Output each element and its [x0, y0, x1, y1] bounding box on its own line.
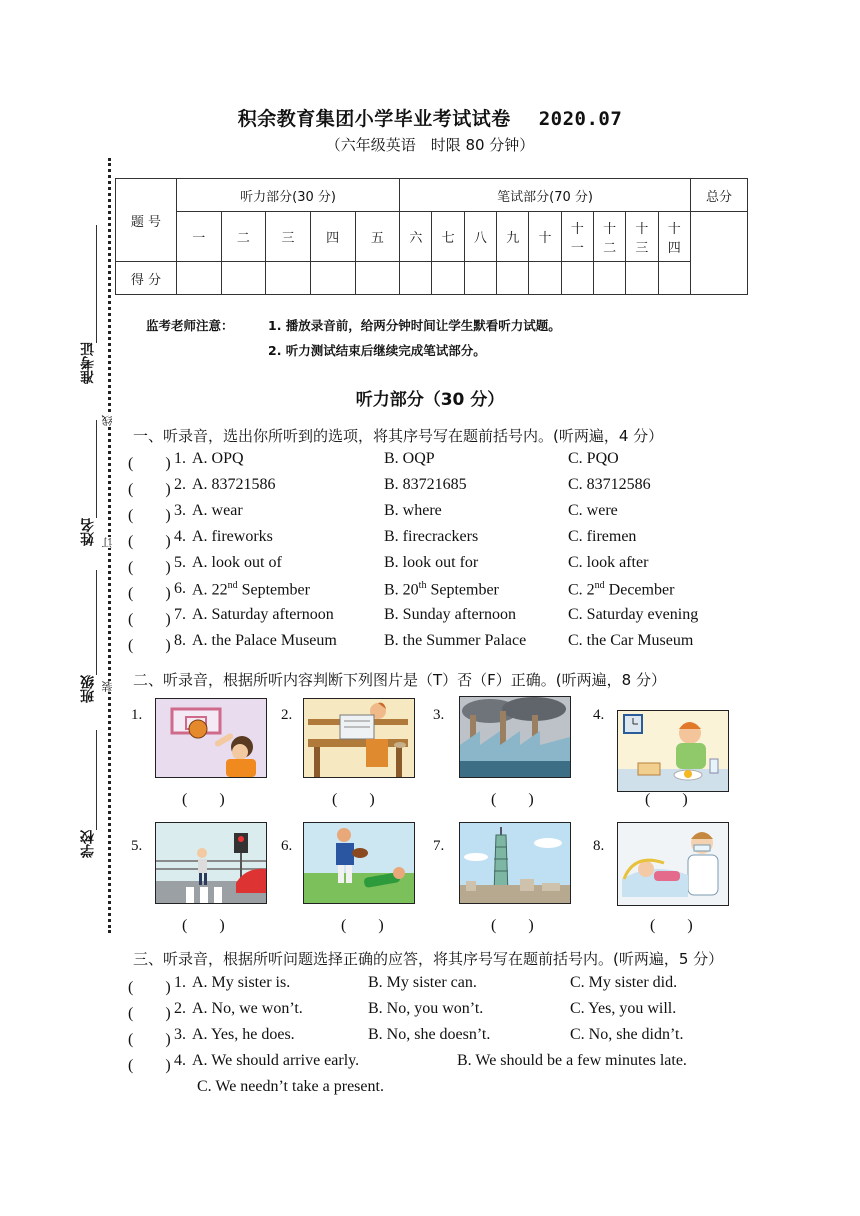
option-a: A. fireworks: [192, 528, 273, 545]
col-6: 六: [400, 212, 432, 262]
tower-city-picture: [459, 822, 571, 904]
option-c: C. were: [568, 502, 618, 519]
doctor-patient-picture: [617, 822, 729, 906]
score-cell[interactable]: [177, 262, 222, 295]
question-number: 2.: [174, 1000, 186, 1017]
score-cell[interactable]: [355, 262, 400, 295]
col-12-top: 十: [603, 221, 617, 237]
option-b: B. 20th September: [384, 580, 499, 599]
school-underline: [96, 730, 97, 830]
score-cell[interactable]: [626, 262, 658, 295]
exam-title-text: 积余教育集团小学毕业考试试卷: [237, 108, 511, 130]
option-c: C. Saturday evening: [568, 606, 699, 623]
ordinal-number: 20: [402, 581, 419, 599]
answer-bracket[interactable]: ( ): [128, 507, 171, 524]
col-3: 三: [266, 212, 311, 262]
option-b: B. No, she doesn’t.: [368, 1026, 491, 1043]
score-cell[interactable]: [529, 262, 561, 295]
score-cell[interactable]: [593, 262, 625, 295]
answer-bracket[interactable]: ( ): [128, 585, 171, 602]
question-number: 8.: [174, 632, 186, 649]
answer-bracket[interactable]: ( ): [182, 917, 225, 934]
row-label-score: 得 分: [116, 262, 177, 295]
option-c: C. firemen: [568, 528, 637, 545]
picture-label: 8.: [593, 838, 605, 854]
col-13-top: 十: [635, 221, 649, 237]
row-label-number: 题 号: [116, 179, 177, 262]
answer-bracket[interactable]: ( ): [128, 1057, 171, 1074]
reading-newspaper-picture: [303, 698, 415, 778]
answer-bracket[interactable]: ( ): [491, 791, 534, 808]
answer-bracket[interactable]: ( ): [128, 1031, 171, 1048]
ordinal-month: September: [426, 581, 499, 599]
ordinal-number: 22: [211, 581, 228, 599]
score-cell[interactable]: [497, 262, 529, 295]
picture-label: 1.: [131, 707, 143, 723]
score-cell[interactable]: [400, 262, 432, 295]
part2-heading: 二、听录音，根据所听内容判断下列图片是（T）否（F）正确。(听两遍，8 分）: [133, 671, 666, 689]
col-14-top: 十: [667, 221, 681, 237]
col-11-bottom: 一: [570, 240, 584, 256]
option-c: C. the Car Museum: [568, 632, 694, 649]
answer-bracket[interactable]: ( ): [182, 791, 225, 808]
crossing-road-picture: [155, 822, 267, 904]
score-cell[interactable]: [221, 262, 266, 295]
col-1: 一: [177, 212, 222, 262]
total-header: 总分: [691, 179, 748, 212]
exam-date: 2020.07: [538, 108, 623, 130]
class-underline: [96, 570, 97, 675]
picture-label: 4.: [593, 707, 605, 723]
answer-bracket[interactable]: ( ): [128, 455, 171, 472]
col-8: 八: [464, 212, 496, 262]
basketball-picture: [155, 698, 267, 778]
ordinal-suffix: nd: [227, 580, 238, 591]
answer-bracket[interactable]: ( ): [341, 917, 384, 934]
total-score-cell[interactable]: [691, 212, 748, 295]
option-a: A. My sister is.: [192, 974, 291, 991]
option-a: A. the Palace Museum: [192, 632, 337, 649]
score-cell[interactable]: [310, 262, 355, 295]
option-c: C. PQO: [568, 450, 619, 467]
school-label: 学校: [80, 830, 96, 858]
listening-section-title: 听力部分（30 分）: [355, 390, 505, 410]
question-number: 3.: [174, 502, 186, 519]
col-11: [561, 212, 593, 262]
option-b: B. 83721685: [384, 476, 467, 493]
admission-label: 准考证: [80, 342, 96, 384]
class-label: 班级: [80, 675, 96, 703]
name-underline: [96, 420, 97, 518]
factory-smoke-picture: [459, 696, 571, 778]
col-11-top: 十: [570, 221, 584, 237]
option-a: A. No, we won’t.: [192, 1000, 303, 1017]
answer-bracket[interactable]: ( ): [332, 791, 375, 808]
seal-mark-pack: 装: [101, 681, 114, 692]
ordinal-month: September: [237, 581, 310, 599]
breakfast-picture: [617, 710, 729, 792]
score-table: [115, 178, 748, 295]
score-cell[interactable]: [464, 262, 496, 295]
option-a: A. wear: [192, 502, 243, 519]
col-13: [626, 212, 658, 262]
answer-bracket[interactable]: ( ): [128, 533, 171, 550]
listening-header: 听力部分(30 分): [177, 179, 400, 212]
col-4: 四: [310, 212, 355, 262]
option-b: B. We should be a few minutes late.: [457, 1052, 687, 1069]
option-a: A. We should arrive early.: [192, 1052, 360, 1069]
exam-title: [0, 104, 860, 131]
picture-label: 2.: [281, 707, 293, 723]
col-14: [658, 212, 690, 262]
question-number: 1.: [174, 974, 186, 991]
question-number: 5.: [174, 554, 186, 571]
option-a: A. look out of: [192, 554, 282, 571]
part1-heading: 一、听录音，选出你所听到的选项，将其序号写在题前括号内。(听两遍，4 分）: [133, 427, 664, 445]
answer-bracket[interactable]: ( ): [128, 979, 171, 996]
picture-label: 6.: [281, 838, 293, 854]
option-c: C. No, she didn’t.: [570, 1026, 684, 1043]
ordinal-number: 2: [586, 581, 595, 599]
answer-bracket[interactable]: ( ): [128, 559, 171, 576]
question-number: 2.: [174, 476, 186, 493]
option-a: A. 83721586: [192, 476, 276, 493]
score-cell[interactable]: [432, 262, 464, 295]
col-13-bottom: 三: [635, 240, 649, 256]
score-cell[interactable]: [561, 262, 593, 295]
question-number: 7.: [174, 606, 186, 623]
col-9: 九: [497, 212, 529, 262]
question-number: 6.: [174, 580, 186, 597]
question-number: 3.: [174, 1026, 186, 1043]
option-b: B. firecrackers: [384, 528, 479, 545]
col-14-bottom: 四: [667, 240, 681, 256]
option-c: C. 83712586: [568, 476, 651, 493]
option-b: B. OQP: [384, 450, 435, 467]
option-a: A. 22nd September: [192, 580, 310, 599]
option-c: C. 2nd December: [568, 580, 675, 599]
picture-label: 3.: [433, 707, 445, 723]
col-5: 五: [355, 212, 400, 262]
answer-bracket[interactable]: ( ): [128, 481, 171, 498]
score-cell[interactable]: [266, 262, 311, 295]
seal-mark-line: 线: [101, 415, 114, 426]
col-12: [593, 212, 625, 262]
picture-label: 5.: [131, 838, 143, 854]
question-number: 4.: [174, 528, 186, 545]
answer-bracket[interactable]: ( ): [645, 791, 688, 808]
name-label: 姓名: [80, 518, 96, 546]
option-a: A. OPQ: [192, 450, 244, 467]
picture-label: 7.: [433, 838, 445, 854]
admission-underline: [96, 225, 97, 343]
notice-label: 监考老师注意：: [146, 318, 234, 333]
part3-heading: 三、听录音，根据所听问题选择正确的应答，将其序号写在题前括号内。(听两遍，5 分）: [133, 950, 724, 968]
option-c: C. We needn’t take a present.: [197, 1078, 384, 1095]
question-number: 4.: [174, 1052, 186, 1069]
answer-bracket[interactable]: ( ): [128, 1005, 171, 1022]
written-header: 笔试部分(70 分): [400, 179, 691, 212]
option-b: B. Sunday afternoon: [384, 606, 516, 623]
answer-bracket[interactable]: ( ): [491, 917, 534, 934]
col-2: 二: [221, 212, 266, 262]
answer-bracket[interactable]: ( ): [128, 637, 171, 654]
option-b: B. No, you won’t.: [368, 1000, 484, 1017]
notice-item-1: 1. 播放录音前，给两分钟时间让学生默看听力试题。: [268, 318, 561, 333]
ordinal-month: December: [604, 581, 675, 599]
option-a: A. Saturday afternoon: [192, 606, 334, 623]
ordinal-suffix: nd: [594, 580, 605, 591]
seal-mark-bind: 订: [101, 537, 114, 548]
option-b: B. My sister can.: [368, 974, 477, 991]
score-cell[interactable]: [658, 262, 690, 295]
option-b: B. look out for: [384, 554, 479, 571]
answer-bracket[interactable]: ( ): [650, 917, 693, 934]
rugby-picture: [303, 822, 415, 904]
option-b: B. the Summer Palace: [384, 632, 527, 649]
question-number: 1.: [174, 450, 186, 467]
option-b: B. where: [384, 502, 442, 519]
ordinal-suffix: th: [418, 580, 427, 591]
col-10: 十: [529, 212, 561, 262]
notice-item-2: 2. 听力测试结束后继续完成笔试部分。: [268, 343, 486, 358]
answer-bracket[interactable]: ( ): [128, 611, 171, 628]
option-c: C. Yes, you will.: [570, 1000, 677, 1017]
option-c: C. My sister did.: [570, 974, 678, 991]
option-c: C. look after: [568, 554, 649, 571]
col-7: 七: [432, 212, 464, 262]
col-12-bottom: 二: [603, 240, 617, 256]
option-a: A. Yes, he does.: [192, 1026, 295, 1043]
exam-subtitle: （六年级英语 时限 80 分钟）: [325, 136, 535, 154]
